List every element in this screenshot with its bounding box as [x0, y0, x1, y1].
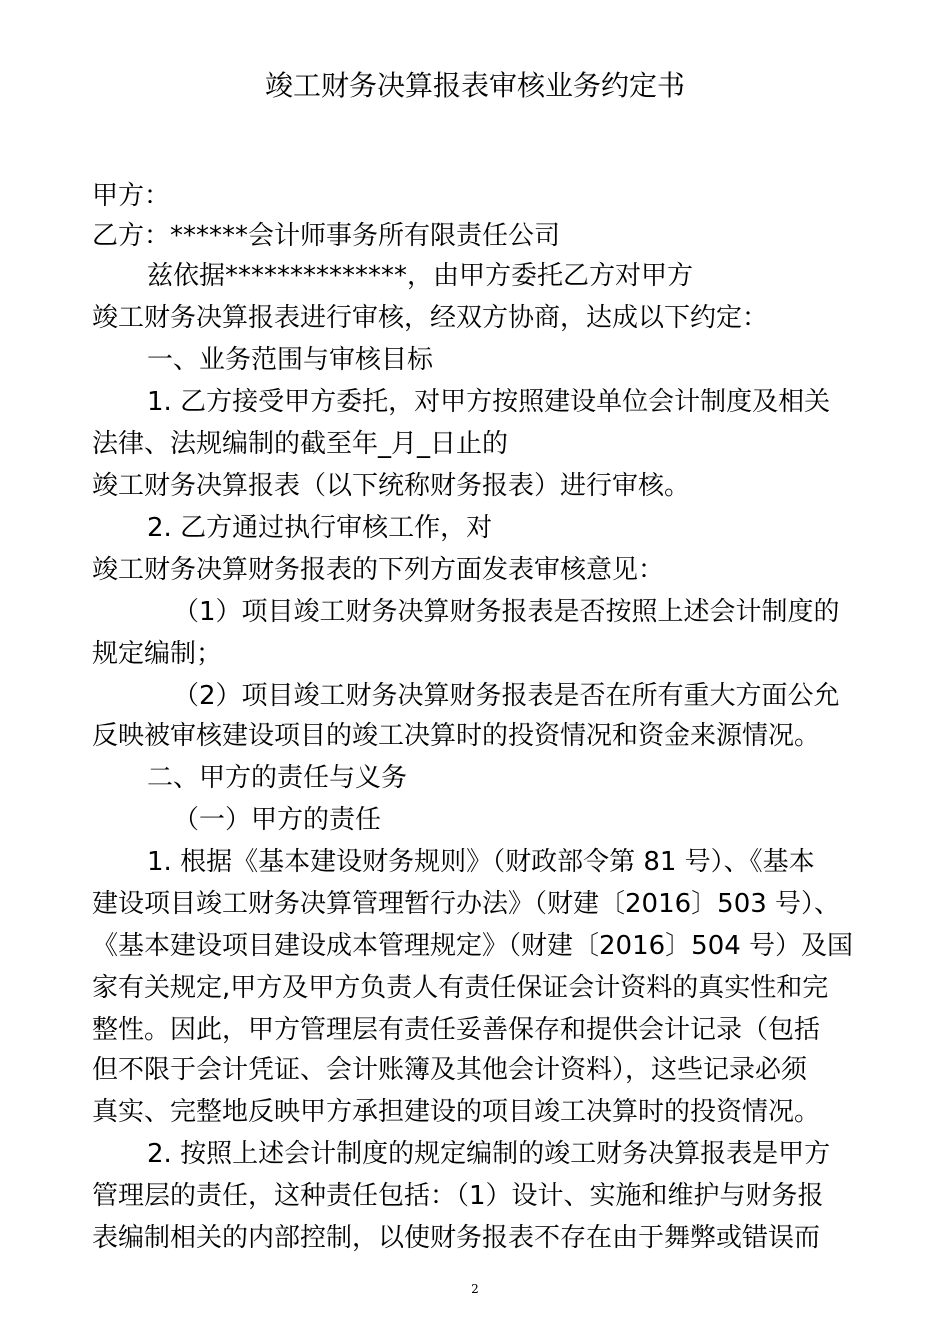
- subsection-heading: （一）甲方的责任: [173, 805, 382, 835]
- paragraph-line: 整性。因此，甲方管理层有责任妥善保存和提供会计记录（包括: [92, 1015, 821, 1045]
- party-b-line: 乙方：******会计师事务所有限责任公司: [92, 221, 561, 251]
- paragraph-line: 竣工财务决算财务报表的下列方面发表审核意见：: [92, 555, 665, 585]
- paragraph-line: 竣工财务决算报表进行审核，经双方协商，达成以下约定：: [92, 303, 769, 333]
- paragraph-line: 《基本建设项目建设成本管理规定》（财建〔2016〕504 号）及国: [92, 931, 854, 961]
- paragraph-line: 法律、法规编制的截至年_月_日止的: [92, 429, 509, 459]
- paragraph-line: 管理层的责任，这种责任包括：（1）设计、实施和维护与财务报: [92, 1181, 824, 1211]
- paragraph-line: 1. 乙方接受甲方委托，对甲方按照建设单位会计制度及相关: [147, 387, 831, 417]
- paragraph-line: 兹依据**************，由甲方委托乙方对甲方: [147, 261, 694, 291]
- paragraph-line: 建设项目竣工财务决算管理暂行办法》（财建〔2016〕503 号）、: [92, 889, 841, 919]
- paragraph-line: 家有关规定,甲方及甲方负责人有责任保证会计资料的真实性和完: [92, 973, 829, 1003]
- party-a-line: 甲方：: [92, 181, 171, 211]
- paragraph-line: 但不限于会计凭证、会计账簿及其他会计资料），这些记录必须: [92, 1055, 808, 1085]
- paragraph-line: 反映被审核建设项目的竣工决算时的投资情况和资金来源情况。: [92, 721, 821, 751]
- page-title: 竣工财务决算报表审核业务约定书: [264, 69, 685, 102]
- paragraph-line: 表编制相关的内部控制，以使财务报表不存在由于舞弊或错误而: [92, 1223, 821, 1253]
- paragraph-line: 真实、完整地反映甲方承担建设的项目竣工决算时的投资情况。: [92, 1097, 821, 1127]
- paragraph-line: 2. 乙方通过执行审核工作，对: [147, 513, 493, 543]
- paragraph-line: 1. 根据《基本建设财务规则》（财政部令第 81 号）、《基本: [147, 847, 815, 877]
- paragraph-line: （2）项目竣工财务决算财务报表是否在所有重大方面公允: [173, 681, 840, 711]
- section-heading: 一、业务范围与审核目标: [147, 345, 434, 375]
- paragraph-line: （1）项目竣工财务决算财务报表是否按照上述会计制度的: [173, 597, 840, 627]
- section-heading: 二、甲方的责任与义务: [147, 763, 408, 793]
- paragraph-line: 2. 按照上述会计制度的规定编制的竣工财务决算报表是甲方: [147, 1139, 831, 1169]
- paragraph-line: 规定编制；: [92, 639, 223, 669]
- paragraph-line: 竣工财务决算报表（以下统称财务报表）进行审核。: [92, 471, 691, 501]
- page-number: 2: [471, 1282, 479, 1296]
